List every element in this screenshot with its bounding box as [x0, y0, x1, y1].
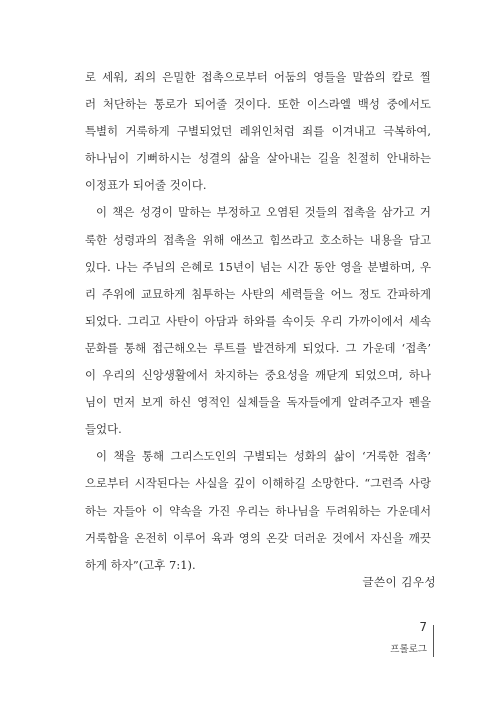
body-line: 문화를 통해 접근해오는 루트를 발견하게 되었다. 그 가운데 ‘접촉’ [85, 340, 431, 355]
body-line: 있다. 나는 주님의 은혜로 15년이 넘는 시간 동안 영을 분별하며, 우 [85, 259, 431, 274]
body-line: 이 우리의 신앙생활에서 차지하는 중요성을 깨닫게 되었으며, 하나 [85, 368, 431, 383]
body-line: 러 처단하는 통로가 되어줄 것이다. 또한 이스라엘 백성 중에서도 [85, 97, 431, 112]
paragraph-first-line: 이 책은 성경이 말하는 부정하고 오염된 것들의 접촉을 삼가고 거 [96, 205, 431, 220]
body-line: 들었다. [85, 422, 122, 437]
body-line: 으로부터 시작된다는 사실을 깊이 이해하길 소망한다. “그런즉 사랑 [85, 476, 431, 491]
body-line: 하게 하자”(고후 7:1). [85, 557, 196, 572]
page-number: 7 [419, 620, 427, 634]
author-signature: 글쓴이 김우성 [362, 575, 436, 589]
footer-divider [433, 625, 434, 657]
body-line: 로 세워, 죄의 은밀한 접촉으로부터 어둠의 영들을 말씀의 칼로 찔 [85, 70, 431, 84]
body-line: 하나님이 기뻐하시는 성결의 삶을 살아내는 길을 친절히 안내하는 [85, 151, 431, 166]
prologue-body [85, 64, 431, 579]
body-line: 하는 자들아 이 약속을 가진 우리는 하나님을 두려워하는 가운데서 [85, 503, 431, 518]
body-line: 되었다. 그리고 사탄이 아담과 하와를 속이듯 우리 가까이에서 세속 [85, 313, 431, 328]
body-line: 리 주위에 교묘하게 침투하는 사탄의 세력들을 어느 정도 간파하게 [85, 286, 431, 301]
body-line: 특별히 거룩하게 구별되었던 레위인처럼 죄를 이겨내고 극복하여, [85, 124, 431, 139]
body-line: 이정표가 되어줄 것이다. [85, 178, 207, 193]
paragraph-first-line: 이 책을 통해 그리스도인의 구별되는 성화의 삶이 ‘거룩한 접촉’ [96, 449, 431, 464]
body-line: 룩한 성령과의 접촉을 위해 애쓰고 힘쓰라고 호소하는 내용을 담고 [85, 232, 431, 247]
body-line: 거룩함을 온전히 이루어 육과 영의 온갖 더러운 것에서 자신을 깨끗 [85, 530, 431, 545]
running-footer-title: 프롤로그 [390, 644, 427, 655]
body-line: 님이 먼저 보게 하신 영적인 실체들을 독자들에게 알려주고자 펜을 [85, 395, 431, 410]
